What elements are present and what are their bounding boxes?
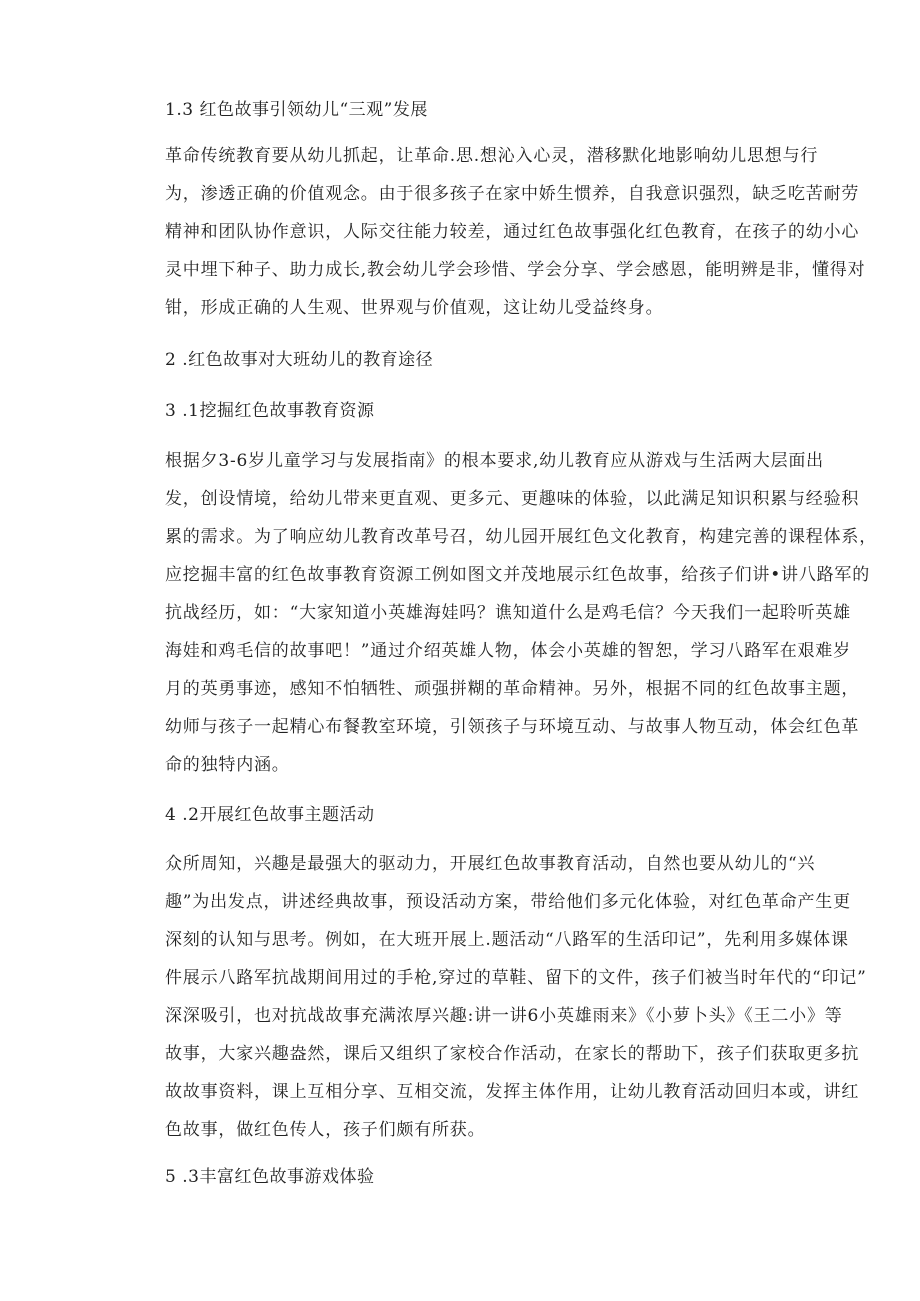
paragraph-line: 故事，大家兴趣盎然，课后又组织了家校合作活动，在家长的帮助下，孩子们获取更多抗 (165, 1044, 860, 1064)
section-heading-2: 2 .红色故事对大班幼儿的教育途径 (165, 350, 434, 370)
section-heading-1-3: 1.3 红色故事引领幼儿“三观”发展 (165, 100, 428, 120)
paragraph-line: 件展示八路军抗战期间用过的手枪,穿过的草鞋、留下的文件，孩子们被当时年代的“印记” (165, 968, 867, 988)
paragraph-line: 钳，形成正确的人生观、世界观与价值观，这让幼儿受益终身。 (165, 298, 664, 318)
section-heading-5-3: 5 .3丰富红色故事游戏体验 (165, 1167, 375, 1187)
paragraph-line: 幼师与孩子一起精心布餐教室环境，引领孩子与环境互动、与故事人物互动，体会红色革 (165, 717, 860, 737)
paragraph-line: 趣”为出发点，讲述经典故事，预设活动方案，带给他们多元化体验，对红色革命产生更 (165, 892, 851, 912)
section-heading-4-2: 4 .2开展红色故事主题活动 (165, 805, 375, 825)
paragraph-line: 深刻的认知与思考。例如，在大班开展上.题活动“八路军的生活印记”，先利用多媒体课 (165, 930, 849, 950)
paragraph-line: 抗战经历，如：“大家知道小英雄海娃吗？谯知道什么是鸡毛信？今天我们一起聆听英雄 (165, 603, 851, 623)
paragraph-line: 众所周知，兴趣是最强大的驱动力，开展红色故事教育活动，自然也要从幼儿的“兴 (165, 854, 816, 874)
paragraph-line: 发，创设情境，给幼儿带来更直观、更多元、更趣味的体验，以此满足知识积累与经验积 (165, 489, 860, 509)
paragraph-line: 精神和团队协作意识，人际交往能力较差，通过红色故事强化红色教育，在孩子的幼小心 (165, 222, 860, 242)
paragraph-line: 为，渗透正确的价值观念。由于很多孩子在家中娇生惯养，自我意识强烈，缺乏吃苦耐劳 (165, 184, 860, 204)
paragraph-line: 革命传统教育要从幼儿抓起，让革命.思.想沁入心灵，潜移默化地影响幼儿思想与行 (165, 146, 819, 166)
paragraph-line: 命的独特内涵。 (165, 755, 290, 775)
paragraph-line: 应挖掘丰富的红色故事教育资源工例如图文并茂地展示红色故事，给孩子们讲•讲八路军的 (165, 565, 871, 585)
paragraph-line: 故故事资料，课上互相分享、互相交流，发挥主体作用，让幼儿教育活动回归本或，讲红 (165, 1082, 860, 1102)
paragraph-line: 灵中埋下种子、助力成长,教会幼儿学会珍惜、学会分享、学会感恩，能明辨是非，懂得对 (165, 260, 866, 280)
paragraph-line: 深深吸引，也对抗战故事充满浓厚兴趣:讲一讲6小英雄雨来》《小萝卜头》《王二小》等 (165, 1006, 843, 1026)
paragraph-line: 色故事，做红色传人，孩子们颇有所获。 (165, 1120, 486, 1140)
paragraph-line: 累的需求。为了响应幼儿教育改革号召，幼儿园开展红色文化教育，构建完善的课程体系， (165, 527, 877, 547)
paragraph-line: 根据夕3-6岁儿童学习与发展指南》的根本要求,幼儿教育应从游戏与生活两大层面出 (165, 451, 824, 471)
paragraph-line: 月的英勇事迹，感知不怕牺牲、顽强拼糊的革命精神。另外，根据不同的红色故事主题， (165, 679, 860, 699)
paragraph-2 (165, 442, 877, 784)
paragraph-1 (165, 137, 866, 327)
paragraph-line: 海娃和鸡毛信的故事吧！”通过介绍英雄人物，体会小英雄的智恕，学习八路军在艰难岁 (165, 641, 851, 661)
section-heading-3-1: 3 .1挖掘红色故事教育资源 (165, 401, 375, 421)
paragraph-3 (165, 845, 867, 1149)
